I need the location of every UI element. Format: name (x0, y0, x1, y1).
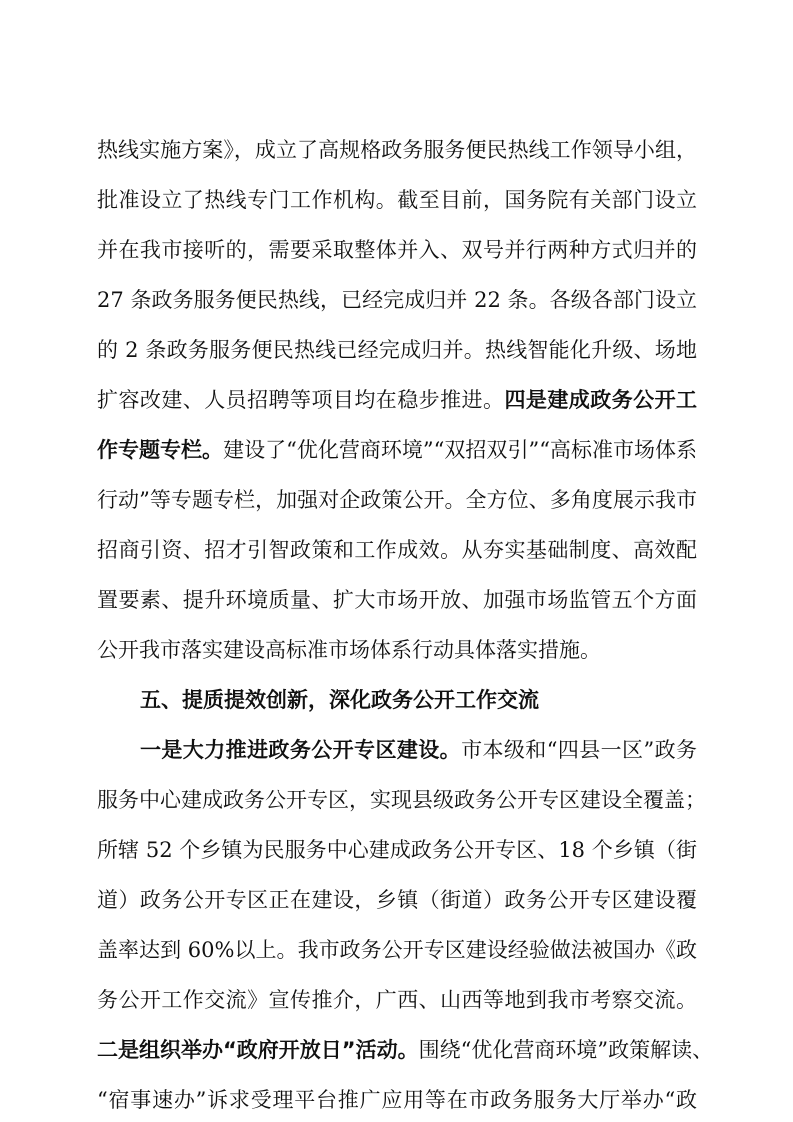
body-text-line (140, 730, 697, 770)
body-text: 围绕“优化营商环境”政策解读、 (418, 1038, 714, 1062)
bold-lead-phrase: 二是组织举办“政府开放日”活动。 (97, 1038, 419, 1062)
bold-lead-phrase: 一是大力推进政务公开专区建设。 (140, 738, 462, 762)
body-text-line: 道）政务公开专区正在建设，乡镇（街道）政务公开专区建设覆 (97, 888, 697, 912)
body-text-line: 服务中心建成政务公开专区，实现县级政务公开专区建设全覆盖； (97, 788, 706, 812)
body-text-line (97, 380, 697, 420)
body-text-line: 并在我市接听的，需要采取整体并入、双号并行两种方式归并的 (97, 238, 697, 262)
body-text: 建设了“优化营商环境”“双招双引”“高标准市场体系 (223, 438, 698, 462)
body-text-line: 招商引资、招才引智政策和工作成效。从夯实基础制度、高效配 (97, 538, 697, 562)
body-text: 扩容改建、人员招聘等项目均在稳步推进。 (97, 388, 505, 412)
bold-lead-phrase: 四是建成政务公开工 (504, 388, 698, 412)
body-text-line: 务公开工作交流》宣传推介，广西、山西等地到我市考察交流。 (97, 988, 697, 1012)
body-text-line: “宿事速办”诉求受理平台推广应用等在市政务服务大厅举办“政 (97, 1088, 697, 1112)
body-text-line: 27 条政务服务便民热线，已经完成归并 22 条。各级各部门设立 (97, 288, 697, 312)
body-text-line: 置要素、提升环境质量、扩大市场开放、加强市场监管五个方面 (97, 588, 697, 612)
body-text-line: 行动”等专题专栏，加强对企政策公开。全方位、多角度展示我市 (97, 488, 697, 512)
body-text-line (97, 1030, 714, 1070)
body-text-line: 热线实施方案》，成立了高规格政务服务便民热线工作领导小组， (97, 138, 697, 162)
section-heading: 五、提质提效创新，深化政务公开工作交流 (140, 688, 539, 712)
body-text-line: 盖率达到 60%以上。我市政务公开专区建设经验做法被国办《政 (97, 938, 697, 962)
body-text-line: 批准设立了热线专门工作机构。截至目前，国务院有关部门设立 (97, 188, 697, 212)
body-text-line: 公开我市落实建设高标准市场体系行动具体落实措施。 (97, 638, 601, 662)
body-text-line: 所辖 52 个乡镇为民服务中心建成政务公开专区、18 个乡镇（街 (97, 838, 697, 862)
body-text-line: 的 2 条政务服务便民热线已经完成归并。热线智能化升级、场地 (97, 338, 697, 362)
bold-lead-phrase: 作专题专栏。 (97, 438, 224, 462)
body-text: 市本级和“四县一区”政务 (461, 738, 697, 762)
body-text-line (97, 430, 697, 470)
